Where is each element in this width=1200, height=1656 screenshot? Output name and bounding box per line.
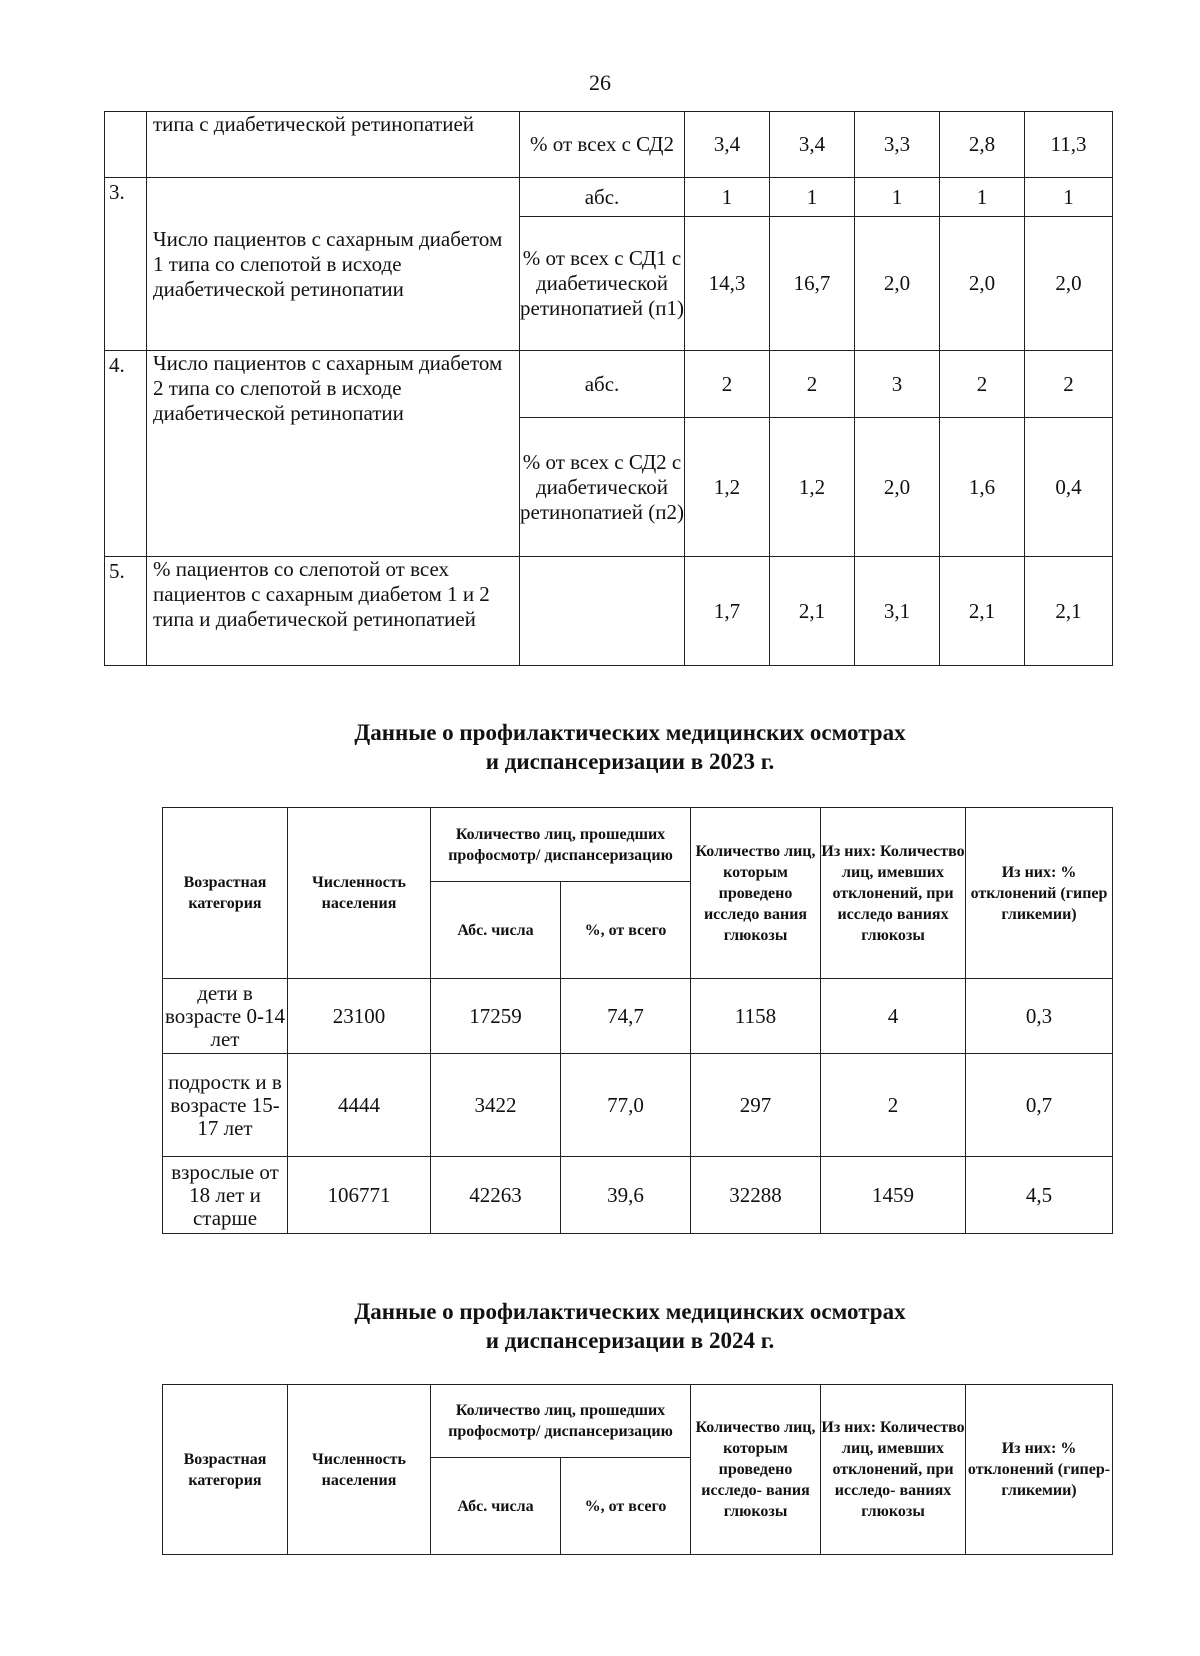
value-cell: 1 <box>855 178 940 217</box>
section-title-line: и диспансеризации в 2023 г. <box>485 749 775 774</box>
value-cell: 0,3 <box>966 979 1113 1054</box>
table-row <box>163 1157 1113 1234</box>
value-cell: 2 <box>1025 351 1113 418</box>
value-cell: 1 <box>940 178 1025 217</box>
header-glucose-tested: Количество лиц, которым проведено исследо- вания глюкозы <box>691 1385 821 1555</box>
section-title-line: и диспансеризации в 2024 г. <box>485 1328 775 1353</box>
row-number: 5. <box>105 557 147 666</box>
row-number: 3. <box>105 178 147 351</box>
value-cell: 2 <box>685 351 770 418</box>
table-row <box>105 351 1113 418</box>
value-cell: 1459 <box>821 1157 966 1234</box>
value-cell: 1,2 <box>770 418 855 557</box>
row-description: типа с диабетической ретинопатией <box>147 112 520 178</box>
value-cell: 2,0 <box>855 217 940 351</box>
value-cell: 42263 <box>431 1157 561 1234</box>
row-number: 4. <box>105 351 147 557</box>
header-age-category: Возрастная категория <box>163 1385 288 1555</box>
value-cell: 1 <box>770 178 855 217</box>
value-cell: 3,4 <box>685 112 770 178</box>
value-cell: 17259 <box>431 979 561 1054</box>
row-description: % пациентов со слепотой от всех пациентов с сахарным диабетом 1 и 2 типа и диабетической ретинопатией <box>147 557 520 666</box>
value-cell: 3,4 <box>770 112 855 178</box>
value-cell: 106771 <box>288 1157 431 1234</box>
table-row <box>105 112 1113 178</box>
age-category-cell: подростк и в возрасте 15-17 лет <box>163 1054 288 1157</box>
table-row <box>105 557 1113 666</box>
header-row <box>163 1385 1113 1458</box>
value-cell: 4 <box>821 979 966 1054</box>
value-cell: 1,6 <box>940 418 1025 557</box>
header-population: Численность населения <box>288 1385 431 1555</box>
section-title-2023 <box>0 718 1200 776</box>
table-row <box>163 979 1113 1054</box>
value-cell: 11,3 <box>1025 112 1113 178</box>
value-cell: 32288 <box>691 1157 821 1234</box>
age-category-cell: дети в возрасте 0-14 лет <box>163 979 288 1054</box>
section-title-line: Данные о профилактических медицинских осмотрах <box>354 1299 906 1324</box>
value-cell: 2 <box>770 351 855 418</box>
value-cell: 1 <box>1025 178 1113 217</box>
header-absolute: Абс. числа <box>431 1458 561 1555</box>
value-cell: 1,7 <box>685 557 770 666</box>
row-unit: % от всех с СД1 с диабетической ретинопатией (п1) <box>520 217 685 351</box>
header-deviations: Из них: Количество лиц, имевших отклонений, при исследо ваниях глюкозы <box>821 808 966 979</box>
value-cell: 14,3 <box>685 217 770 351</box>
row-unit: % от всех с СД2 с диабетической ретинопатией (п2) <box>520 418 685 557</box>
value-cell: 77,0 <box>561 1054 691 1157</box>
value-cell: 3422 <box>431 1054 561 1157</box>
value-cell: 297 <box>691 1054 821 1157</box>
table-row <box>105 178 1113 217</box>
row-unit: % от всех с СД2 <box>520 112 685 178</box>
value-cell: 39,6 <box>561 1157 691 1234</box>
header-deviations: Из них: Количество лиц, имевших отклонений, при исследо- ваниях глюкозы <box>821 1385 966 1555</box>
value-cell: 16,7 <box>770 217 855 351</box>
header-deviation-percent: Из них: % отклонений (гипер гликемии) <box>966 808 1113 979</box>
value-cell: 2,0 <box>1025 217 1113 351</box>
section-title-line: Данные о профилактических медицинских осмотрах <box>354 720 906 745</box>
value-cell: 2,0 <box>940 217 1025 351</box>
value-cell: 2,1 <box>940 557 1025 666</box>
header-age-category: Возрастная категория <box>163 808 288 979</box>
header-percent-total: %, от всего <box>561 882 691 979</box>
value-cell: 2,1 <box>770 557 855 666</box>
age-category-cell: взрослые от 18 лет и старше <box>163 1157 288 1234</box>
checkup-table-2023 <box>162 807 1113 1234</box>
header-percent-total: %, от всего <box>561 1458 691 1555</box>
row-unit: абс. <box>520 178 685 217</box>
header-glucose-tested: Количество лиц, которым проведено исследо вания глюкозы <box>691 808 821 979</box>
value-cell: 0,7 <box>966 1054 1113 1157</box>
value-cell: 74,7 <box>561 979 691 1054</box>
header-deviation-percent: Из них: % отклонений (гипер- гликемии) <box>966 1385 1113 1555</box>
value-cell: 0,4 <box>1025 418 1113 557</box>
value-cell: 3,3 <box>855 112 940 178</box>
value-cell: 2 <box>821 1054 966 1157</box>
diabetes-retinopathy-table <box>104 111 1113 666</box>
row-description: Число пациентов с сахарным диабетом 2 типа со слепотой в исходе диабетической ретинопатии <box>147 351 520 557</box>
value-cell: 1 <box>685 178 770 217</box>
table-row <box>163 1054 1113 1157</box>
value-cell: 4444 <box>288 1054 431 1157</box>
header-population: Численность населения <box>288 808 431 979</box>
checkup-table-2024 <box>162 1384 1113 1555</box>
section-title-2024 <box>0 1297 1200 1355</box>
row-unit <box>520 557 685 666</box>
row-number <box>105 112 147 178</box>
value-cell: 2,1 <box>1025 557 1113 666</box>
value-cell: 23100 <box>288 979 431 1054</box>
header-passed-checkup: Количество лиц, прошедших профосмотр/ диспансеризацию <box>431 1385 691 1458</box>
value-cell: 2,0 <box>855 418 940 557</box>
value-cell: 2 <box>940 351 1025 418</box>
header-row <box>163 808 1113 882</box>
header-passed-checkup: Количество лиц, прошедших профосмотр/ диспансеризацию <box>431 808 691 882</box>
row-unit: абс. <box>520 351 685 418</box>
page-number: 26 <box>589 70 611 95</box>
value-cell: 2,8 <box>940 112 1025 178</box>
row-description: Число пациентов с сахарным диабетом 1 типа со слепотой в исходе диабетической ретинопатии <box>147 178 520 351</box>
header-absolute: Абс. числа <box>431 882 561 979</box>
value-cell: 1,2 <box>685 418 770 557</box>
value-cell: 1158 <box>691 979 821 1054</box>
value-cell: 3,1 <box>855 557 940 666</box>
value-cell: 3 <box>855 351 940 418</box>
value-cell: 4,5 <box>966 1157 1113 1234</box>
